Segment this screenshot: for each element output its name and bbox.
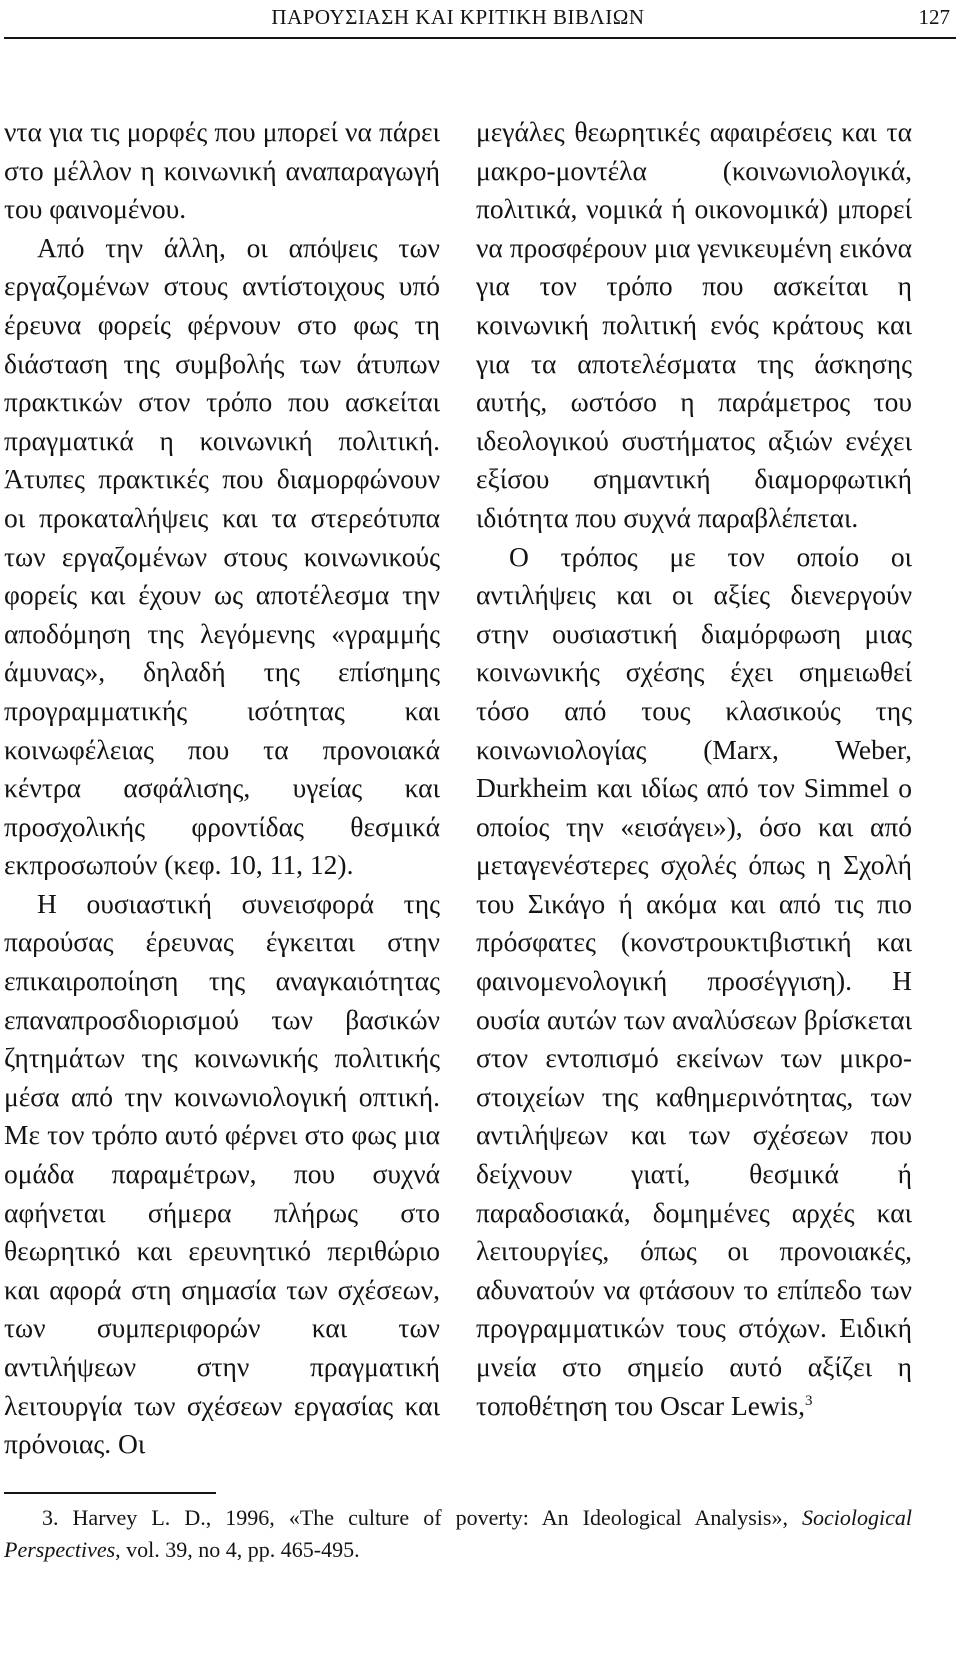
footnote-reference: 3 xyxy=(805,1392,813,1409)
page-number: 127 xyxy=(918,5,950,29)
right-column xyxy=(476,113,912,1533)
footnotes xyxy=(4,1502,912,1566)
left-column xyxy=(4,113,440,1533)
running-title: ΠΑΡΟΥΣΙΑΣΗ ΚΑΙ ΚΡΙΤΙΚΗ ΒΙΒΛΙΩΝ xyxy=(271,5,645,29)
page-header xyxy=(4,0,956,39)
footnote-text-end: vol. 39, no 4, pp. 465-495. xyxy=(120,1537,360,1562)
paragraph-text: Ο τρόπος με τον οποίο οι αντιλήψεις και οι αξίες διενεργούν στην ουσιαστική διαμόρφωση μιας κοινωνικής σχέσης έχει σημειωθεί τόσο από τους κλασικούς της κοινωνιολογίας (Marx, Weber, Durkheim και ιδίως από τον Simmel ο οποίος την «εισάγει»), όσο και από μεταγενέστερες σχολές όπως η Σχολή του Σικάγο ή ακόμα και από τις πιο πρόσφατες (κονστρουκτιβιστική και φαινομενολογική προσέγγιση). Η ουσία αυτών των αναλύσεων βρίσκεται στον εντοπισμό εκείνων των μικρο-στοιχείων της καθημερινότητας, των αντιλήψεων και των σχέσεων που δείχνουν γιατί, θεσμικά ή παραδοσιακά, δομημένες αρχές και λειτουργίες, όπως οι προνοιακές, αδυνατούν να φτάσουν το επίπεδο των προγραμματικών τους στόχων. Ειδική μνεία στο σημείο αυτό αξίζει η τοποθέτηση του Oscar Lewis, xyxy=(476,540,912,1421)
paragraph xyxy=(476,538,912,1426)
footnote-text: 3. Harvey L. D., 1996, «The culture of poverty: An Ideological Analysis», xyxy=(42,1505,803,1530)
footnote xyxy=(4,1502,912,1566)
paragraph: ντα για τις μορφές που μπορεί να πάρει στο μέλλον η κοινωνική αναπαραγωγή του φαινομένου. xyxy=(4,116,440,225)
paragraph: Από την άλλη, οι απόψεις των εργαζομένων στους αντίστοιχους υπό έρευνα φορείς φέρνουν στο φως τη διάσταση της συμβολής των άτυπων πρακτικών στον τρόπο που ασκείται πραγματικά η κοινωνική πολιτική. Άτυπες πρακτικές που διαμορφώνουν οι προκαταλήψεις και τα στερεότυπα των εργαζομένων στους κοινωνικούς φορείς και έχουν ως αποτέλεσμα την αποδόμηση της λεγόμενης «γραμμής άμυνας», δηλαδή της επίσημης προγραμματικής ισότητας και κοινωφέλειας που τα προνοιακά κέντρα ασφάλισης, υγείας και προσχολικής φροντίδας θεσμικά εκπροσωπούν (κεφ. 10, 11, 12). xyxy=(4,231,440,881)
paragraph: μεγάλες θεωρητικές αφαιρέσεις και τα μακρο-μοντέλα (κοινωνιολογικά, πολιτικά, νομικά ή οικονομικά) μπορεί να προσφέρουν μια γενικευμένη εικόνα για τον τρόπο που ασκείται η κοινωνική πολιτική ενός κράτους και για τα αποτελέσματα της άσκησης αυτής, ωστόσο η παράμετρος του ιδεολογικού συστήματος αξιών ενέχει εξίσου σημαντική διαμορφωτική ιδιότητα που συχνά παραβλέπεται. xyxy=(476,116,912,533)
footnote-divider xyxy=(4,1492,216,1494)
paragraph: Η ουσιαστική συνεισφορά της παρούσας έρευνας έγκειται στην επικαιροποίηση της αναγκαιότητας επαναπροσδιορισμού των βασικών ζητημάτων της κοινωνικής πολιτικής μέσα από την κοινωνιολογική οπτική. Με τον τρόπο αυτό φέρνει στο φως μια ομάδα παραμέτρων, που συχνά αφήνεται σήμερα πλήρως στο θεωρητικό και ερευνητικό περιθώριο και αφορά στη σημασία των σχέσεων, των συμπεριφορών και των αντιλήψεων στην πραγματική λειτουργία των σχέσεων εργασίας και πρόνοιας. Οι xyxy=(4,887,440,1460)
footnote-journal: Sociological Perspectives, xyxy=(4,1505,912,1562)
